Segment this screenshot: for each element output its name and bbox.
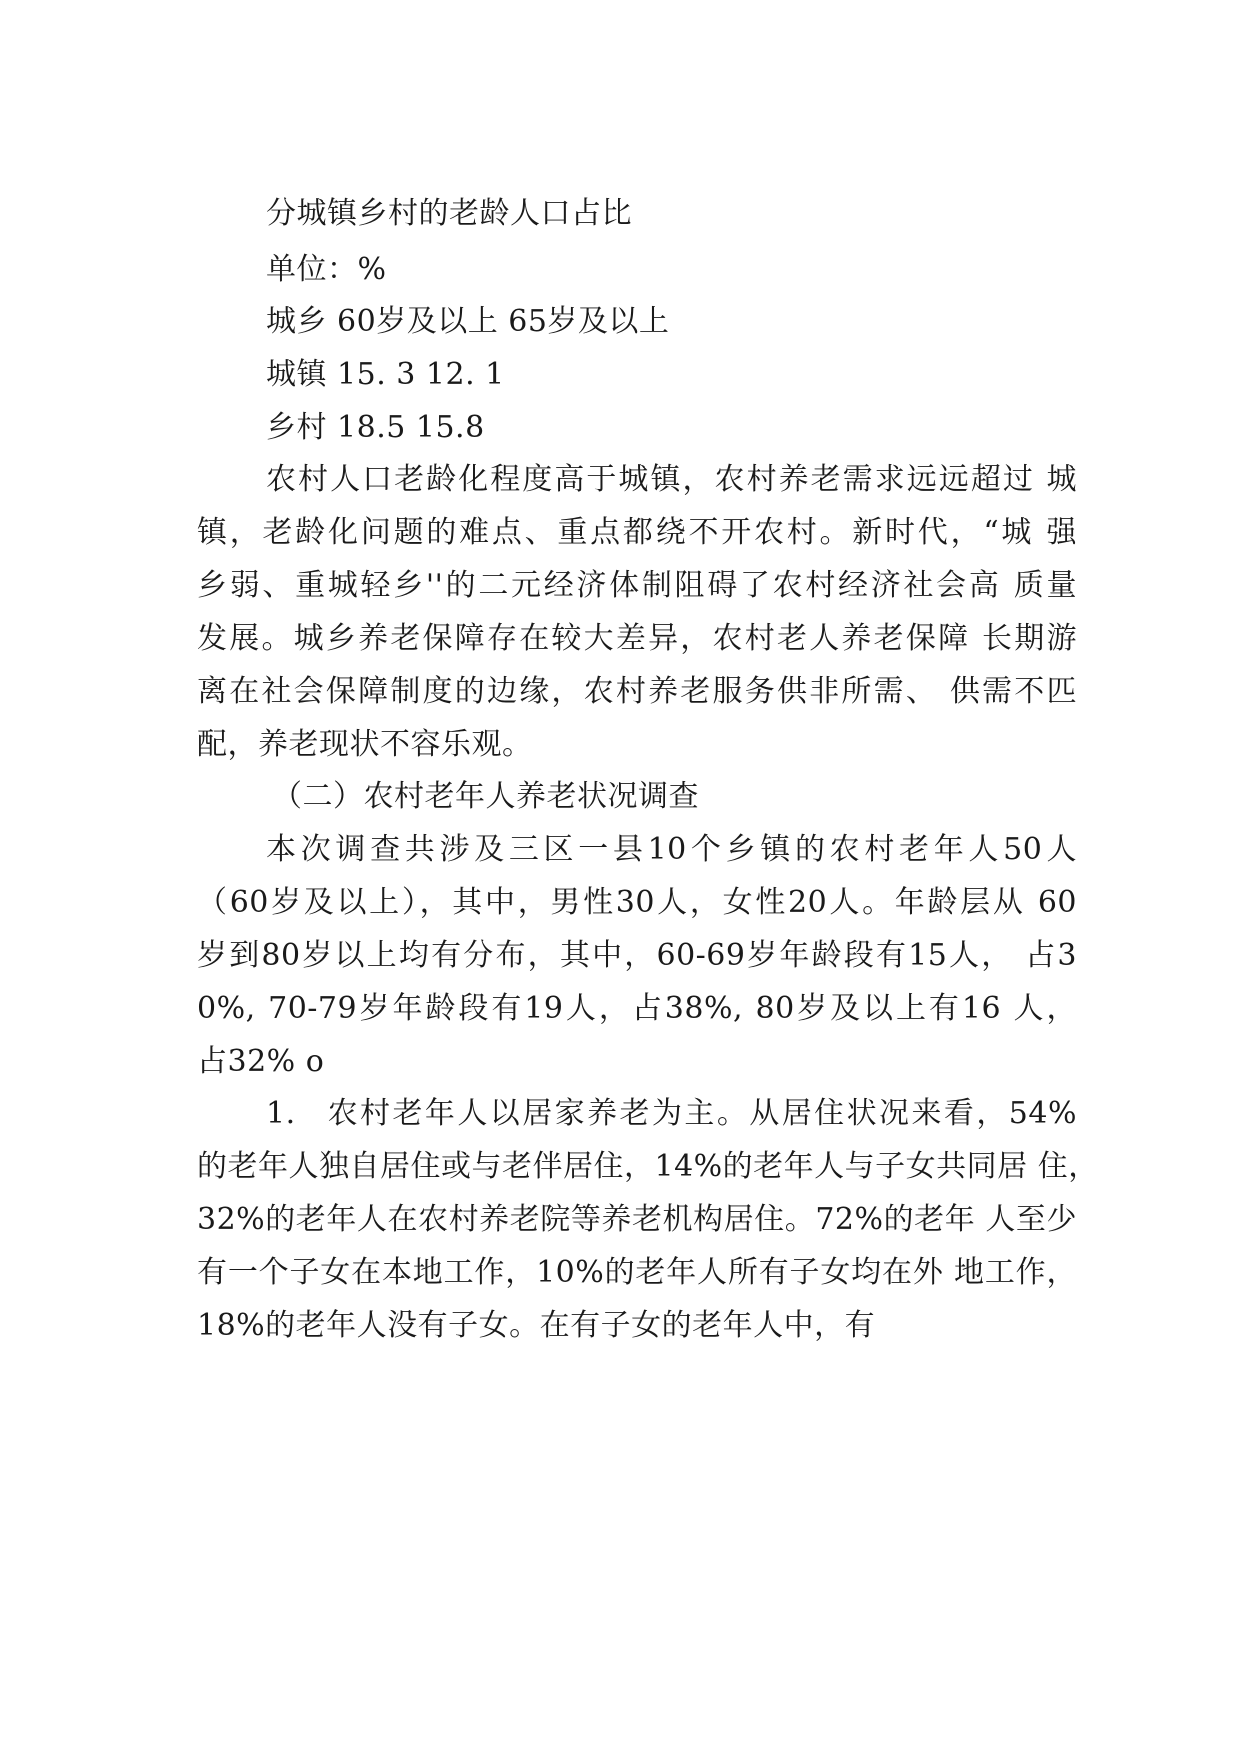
paragraph-line: 离在社会保障制度的边缘，农村养老服务供非所需、 供需不匹	[197, 674, 1077, 709]
paragraph-line: 占32% o	[197, 1044, 325, 1079]
paragraph-line: 镇，老龄化问题的难点、重点都绕不开农村。新时代，“城 强	[197, 515, 1077, 550]
table-header-row: 城乡 60岁及以上 65岁及以上	[266, 304, 670, 339]
paragraph-line: 32%的老年人在农村养老院等养老机构居住。72%的老年 人至少	[197, 1202, 1077, 1237]
paragraph-line: 配，养老现状不容乐观。	[197, 727, 533, 762]
paragraph-line: 有一个子女在本地工作，10%的老年人所有子女均在外 地工作，	[197, 1255, 1077, 1290]
table-row: 乡村 18.5 15.8	[266, 410, 485, 445]
table-row: 城镇 15. 3 12. 1	[266, 357, 505, 392]
paragraph-line: （60岁及以上），其中，男性30人，女性20人。年龄层从 60	[197, 885, 1077, 920]
paragraph-line: 岁到80岁以上均有分布，其中，60-69岁年龄段有15人， 占3	[197, 938, 1077, 973]
section-heading: （二）农村老年人养老状况调查	[272, 779, 699, 814]
table-unit: 单位：%	[266, 252, 387, 287]
paragraph-line: 0%, 70-79岁年龄段有19人，占38%, 80岁及以上有16 人，	[197, 991, 1077, 1026]
paragraph-line: 的老年人独自居住或与老伴居住，14%的老年人与子女共同居 住，	[197, 1149, 1099, 1184]
list-item-1-first-line	[266, 1094, 1077, 1134]
paragraph-line: 发展。城乡养老保障存在较大差异，农村老人养老保障 长期游	[197, 621, 1077, 656]
table-title: 分城镇乡村的老龄人口占比	[266, 196, 632, 231]
paragraph-line: 农村人口老龄化程度高于城镇，农村养老需求远远超过 城	[266, 462, 1077, 497]
list-item-number: 1.	[266, 1096, 296, 1131]
paragraph-line: 本次调查共涉及三区一县10个乡镇的农村老年人50人	[266, 832, 1077, 867]
paragraph-line: 18%的老年人没有子女。在有子女的老年人中，有	[197, 1308, 876, 1343]
paragraph-line: 乡弱、重城轻乡''的二元经济体制阻碍了农村经济社会高 质量	[197, 568, 1077, 603]
list-item-text: 农村老年人以居家养老为主。从居住状况来看，54%	[325, 1096, 1077, 1131]
